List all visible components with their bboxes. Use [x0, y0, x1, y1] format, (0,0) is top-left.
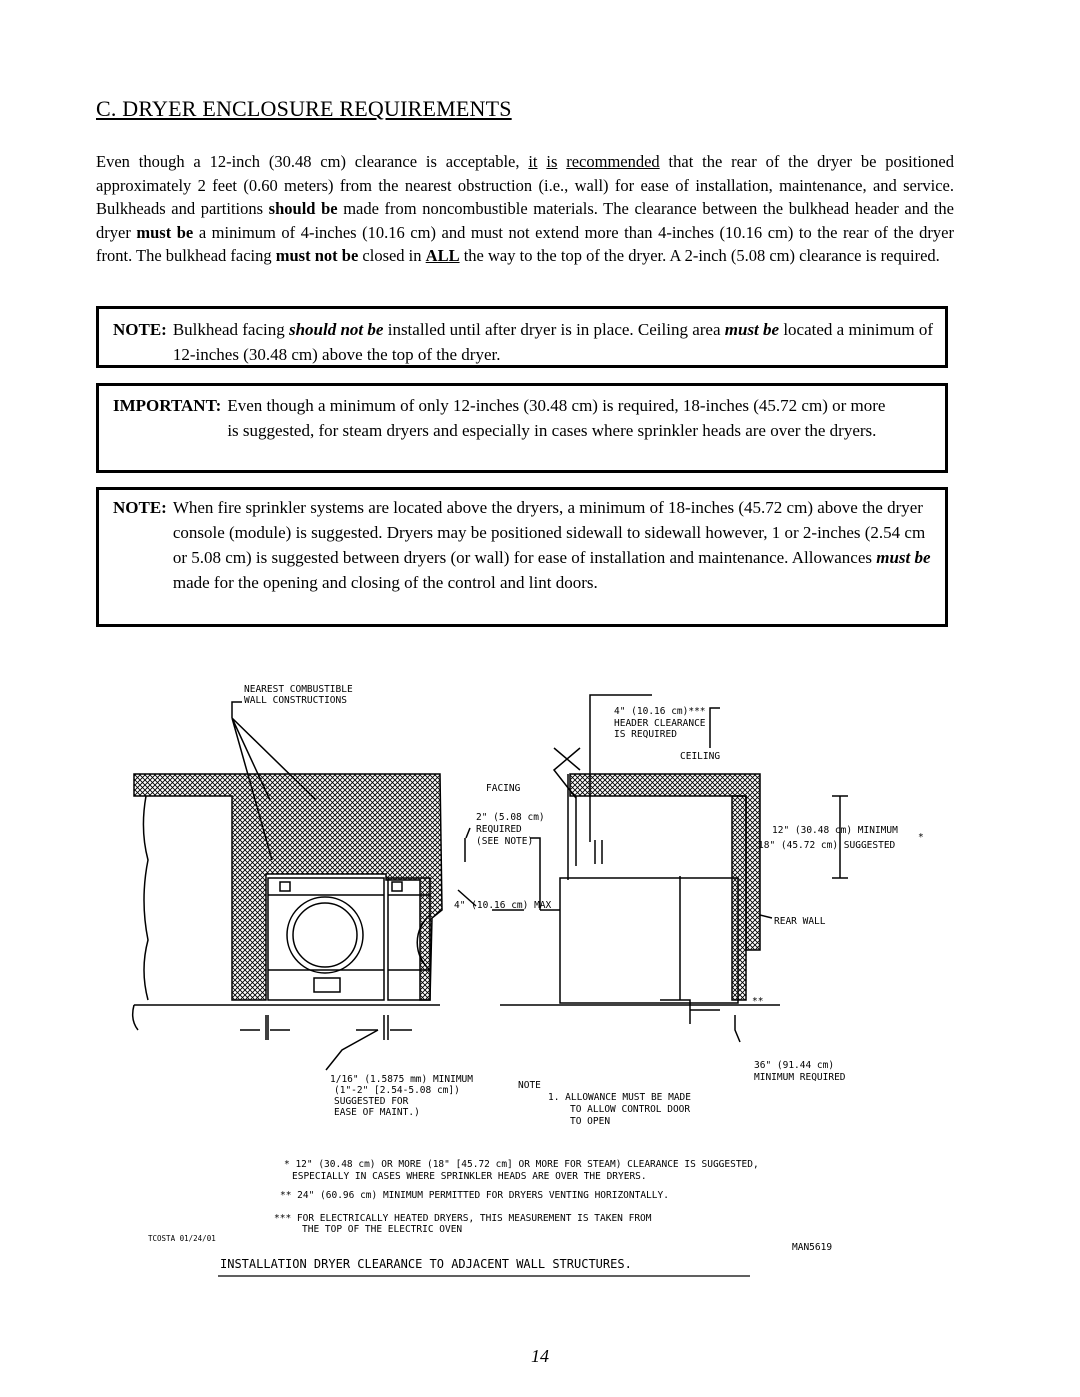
footnote-3b: THE TOP OF THE ELECTRIC OVEN	[302, 1224, 463, 1235]
label-star: *	[918, 832, 924, 843]
label-rear-wall: REAR WALL	[774, 916, 826, 927]
diagram-stroke	[280, 882, 290, 891]
important-text: Even though a minimum of only 12-inches (30.48 cm) is required, 18-inches (45.72 cm) or more is suggested, for steam dryers and especially in cases where sprinkler heads are over the dryers.	[227, 396, 886, 440]
clearance-diagram	[120, 670, 960, 1290]
label-double-star: **	[752, 996, 764, 1007]
footnote-2: ** 24" (60.96 cm) MINIMUM PERMITTED FOR DRYERS VENTING HORIZONTALLY.	[280, 1190, 669, 1201]
label-max-4: 4" (10.16 cm) MAX	[454, 900, 552, 911]
page-number: 14	[531, 1346, 549, 1366]
label-facing: FACING	[486, 783, 521, 794]
footnote-1a: * 12" (30.48 cm) OR MORE (18" [45.72 cm] OR MORE FOR STEAM) CLEARANCE IS SUGGESTED,	[284, 1159, 759, 1170]
label-note-1: 1. ALLOWANCE MUST BE MADE	[548, 1092, 691, 1103]
label-note-3: TO OPEN	[570, 1116, 611, 1127]
label-note-head: NOTE	[518, 1080, 541, 1091]
diagram-stroke	[710, 708, 720, 748]
footnote-3a: *** FOR ELECTRICALLY HEATED DRYERS, THIS MEASUREMENT IS TAKEN FROM	[274, 1213, 652, 1224]
note-box-2	[96, 487, 948, 627]
label-required-2: REQUIRED	[476, 824, 522, 835]
diagram-stroke	[832, 796, 848, 878]
diagram-stroke	[133, 1005, 138, 1030]
label-side-2: (1"-2" [2.54-5.08 cm])	[334, 1085, 460, 1096]
diagram-stroke	[240, 1015, 290, 1040]
label-nearest-2: WALL CONSTRUCTIONS	[244, 695, 347, 706]
right-rear-wall	[732, 796, 746, 1000]
label-side-3: SUGGESTED FOR	[334, 1096, 409, 1107]
label-sug-18: 18" (45.72 cm) SUGGESTED	[758, 840, 896, 851]
drawing-number: MAN5619	[792, 1242, 833, 1253]
diagram-stroke	[314, 978, 340, 992]
left-broken-edge	[143, 796, 148, 1000]
diagram-stroke	[735, 1015, 740, 1042]
diagram-stroke	[392, 882, 402, 891]
label-required-3: (SEE NOTE)	[476, 836, 534, 847]
diagram-stroke	[326, 1030, 378, 1070]
label-header-2: HEADER CLEARANCE	[614, 718, 706, 729]
diagram-stroke	[465, 828, 470, 862]
diagram-stroke	[595, 840, 602, 864]
label-side-1: 1/16" (1.5875 mm) MINIMUM	[330, 1074, 473, 1085]
diagram-title: INSTALLATION DRYER CLEARANCE TO ADJACENT WALL STRUCTURES.	[220, 1257, 632, 1271]
note-label: NOTE:	[113, 320, 167, 339]
label-note-2: TO ALLOW CONTROL DOOR	[570, 1104, 691, 1115]
right-dryer	[560, 878, 738, 1003]
note-box-1	[96, 306, 948, 368]
label-header-1: 4" (10.16 cm)***	[614, 706, 706, 717]
important-label: IMPORTANT:	[113, 396, 222, 415]
left-wall-hatch	[134, 774, 442, 1000]
label-ceiling: CEILING	[680, 751, 721, 762]
footnote-1b: ESPECIALLY IN CASES WHERE SPRINKLER HEADS ARE OVER THE DRYERS.	[292, 1171, 647, 1182]
label-36-2: MINIMUM REQUIRED	[754, 1072, 846, 1083]
section-heading: C. DRYER ENCLOSURE REQUIREMENTS	[96, 96, 512, 121]
label-nearest-1: NEAREST COMBUSTIBLE	[244, 684, 353, 695]
diagram-stroke	[760, 915, 772, 918]
label-min-12: 12" (30.48 cm) MINIMUM	[772, 825, 898, 836]
note-text: When fire sprinkler systems are located above the dryers, a minimum of 18-inches (45.72 cm) above the dryer console (module) is suggested. Dryers may be positioned sidewall to sidewall however, 1 or 2-inches (2.54 cm or 5.08 cm) is suggested between dryers (or wall) for ease of installation and maintenance. Allowances must be made for the opening and closing of the control and lint doors.	[172, 498, 931, 592]
intro-paragraph: Even though a 12-inch (30.48 cm) clearance is acceptable, it is recommended that the rear of the dryer be positioned approximately 2 feet (0.60 meters) from the nearest obstruction (i.e., wall) for ease of installation, maintenance, and service. Bulkheads and partitions should be made from noncombustible materials. The clearance between the bulkhead header and the dryer must be a minimum of 4-inches (10.16 cm) and must not extend more than 4-inches (10.16 cm) to the rear of the dryer front. The bulkhead facing must not be closed in ALL the way to the top of the dryer. A 2-inch (5.08 cm) clearance is required.	[96, 152, 955, 265]
label-required-1: 2" (5.08 cm)	[476, 812, 545, 823]
label-header-3: IS REQUIRED	[614, 729, 677, 740]
label-36-1: 36" (91.44 cm)	[754, 1060, 835, 1071]
label-side-4: EASE OF MAINT.)	[334, 1107, 420, 1118]
drafter-stamp: TCOSTA 01/24/01	[148, 1234, 216, 1243]
note-text: Bulkhead facing should not be installed until after dryer is in place. Ceiling area must be located a minimum of 12-inches (30.48 cm) above the top of the dryer.	[172, 320, 933, 364]
diagram-stroke	[356, 1015, 412, 1040]
note-label: NOTE:	[113, 498, 167, 517]
important-box	[96, 383, 948, 473]
diagram-stroke	[293, 903, 357, 967]
left-dryer-1-door	[287, 897, 363, 973]
